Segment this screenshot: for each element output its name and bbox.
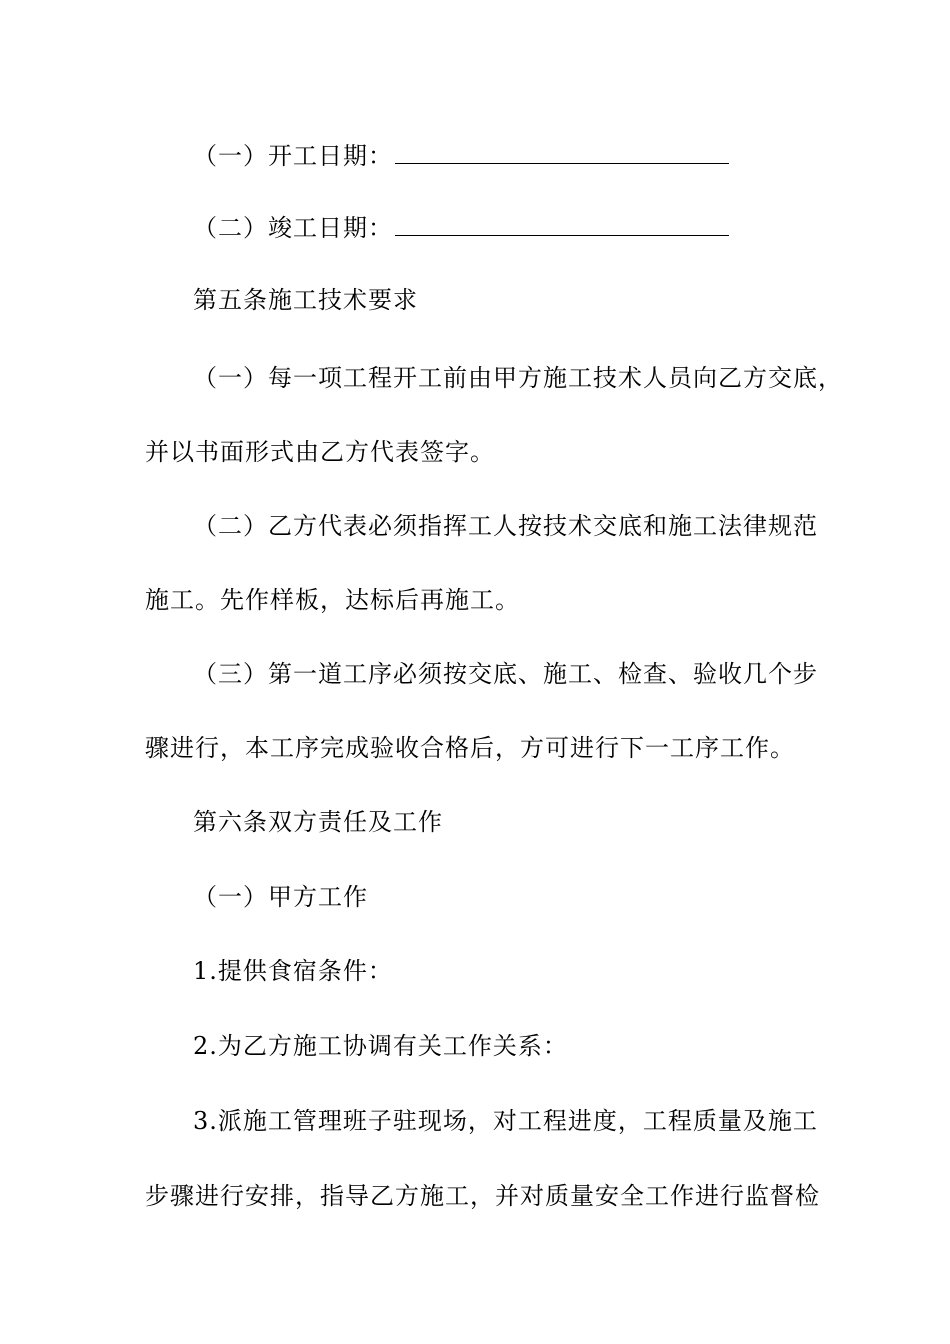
- paragraph-line: （三）第一道工序必须按交底、施工、检查、验收几个步: [193, 660, 818, 688]
- subsection-heading: （一）甲方工作: [193, 883, 368, 911]
- start-date-line: [193, 139, 729, 171]
- completion-date-line: [193, 211, 729, 243]
- list-item: 2.为乙方施工协调有关工作关系：: [193, 1032, 568, 1060]
- start-date-blank: [395, 139, 729, 164]
- paragraph-line: （二）乙方代表必须指挥工人按技术交底和施工法律规范: [193, 512, 818, 540]
- list-item: 3.派施工管理班子驻现场，对工程进度，工程质量及施工: [193, 1107, 818, 1135]
- paragraph-line: 并以书面形式由乙方代表签字。: [145, 438, 495, 466]
- article-five-heading: 第五条施工技术要求: [193, 286, 418, 314]
- completion-date-label: （二）竣工日期：: [193, 214, 393, 242]
- list-item: 1.提供食宿条件：: [193, 957, 393, 985]
- article-six-heading: 第六条双方责任及工作: [193, 808, 443, 836]
- paragraph-line: 骤进行，本工序完成验收合格后，方可进行下一工序工作。: [145, 734, 795, 762]
- paragraph-line: 施工。先作样板，达标后再施工。: [145, 586, 520, 614]
- completion-date-blank: [395, 211, 729, 236]
- paragraph-line: 步骤进行安排，指导乙方施工，并对质量安全工作进行监督检: [145, 1182, 820, 1210]
- start-date-label: （一）开工日期：: [193, 142, 393, 170]
- paragraph-line: （一）每一项工程开工前由甲方施工技术人员向乙方交底，: [193, 364, 843, 392]
